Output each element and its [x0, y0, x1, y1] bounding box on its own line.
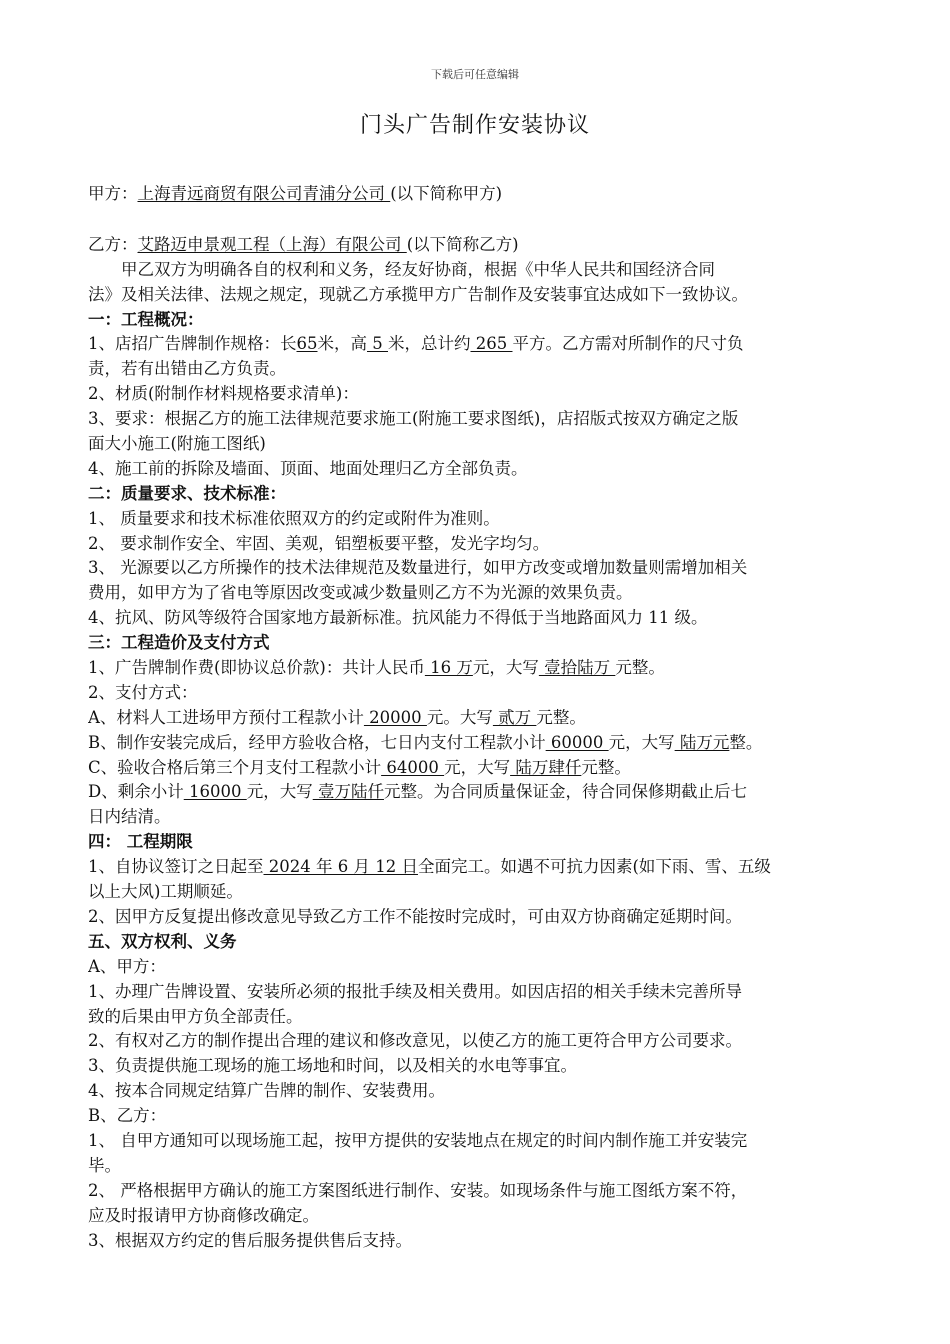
payment-c: [88, 756, 852, 781]
area-value: 265: [470, 334, 513, 354]
b-duty-1-cont: 毕。: [88, 1155, 121, 1175]
s1-item-1: [88, 332, 852, 357]
text: 整。: [729, 732, 763, 752]
text: 元整。为合同质量保证金，待合同保修期截止后七: [383, 782, 747, 802]
s3-item-2: 2、支付方式：: [88, 682, 198, 702]
s4-item-1-cont: 以上大风)工期顺延。: [88, 882, 243, 902]
party-b-prefix: 乙方：: [88, 234, 138, 254]
a-duty-2: 2、有权对乙方的制作提出合理的建议和修改意见，以使乙方的施工更符合甲方公司要求。: [88, 1031, 742, 1051]
s1-item-1-cont: 责，若有出错由乙方负责。: [88, 359, 286, 379]
party-a-suffix: (以下简称甲方): [390, 184, 503, 203]
payment-d-words: 壹万陆仟: [312, 782, 384, 802]
payment-a: [88, 706, 852, 731]
party-a-line: [88, 182, 852, 207]
s4-item-1: [88, 855, 852, 880]
section-4-heading: 四： 工程期限: [88, 832, 193, 852]
intro-line-1: 甲乙双方为明确各自的权利和义务，经友好协商，根据《中华人民共和国经济合同: [121, 259, 715, 279]
text: 米，总计约: [388, 334, 471, 354]
a-duty-4: 4、按本合同规定结算广告牌的制作、安装费用。: [88, 1081, 445, 1101]
s4-item-2: 2、因甲方反复提出修改意见导致乙方工作不能按时完成时，可由双方协商确定延期时间。: [88, 906, 742, 926]
s2-item-3-cont: 费用，如甲方为了省电等原因改变或减少数量则乙方不为光源的效果负责。: [88, 583, 633, 603]
text: 元，大写: [472, 658, 539, 678]
completion-date: 2024 年 6 月 12 日: [263, 857, 418, 877]
s2-item-1: 1、 质量要求和技术标准依照双方的约定或附件为准则。: [88, 508, 500, 528]
text: 平方。乙方需对所制作的尺寸负: [512, 334, 744, 354]
party-a-name: 上海青远商贸有限公司青浦分公司: [137, 184, 391, 203]
length-value: 65: [296, 334, 318, 354]
s1-item-3-cont: 面大小施工(附施工图纸): [88, 434, 266, 454]
a-duty-3: 3、负责提供施工现场的施工场地和时间，以及相关的水电等事宜。: [88, 1056, 577, 1076]
s3-item-1: [88, 656, 852, 681]
a-duty-1-cont: 致的后果由甲方负全部责任。: [88, 1006, 303, 1026]
section-5-heading: 五、双方权利、义务: [88, 931, 237, 951]
payment-b: [88, 731, 852, 756]
section-1-heading: 一：工程概况：: [88, 309, 204, 329]
intro-line-2: 法》及相关法律、法规之规定，现就乙方承揽甲方广告制作及安装事宜达成如下一致协议。: [88, 284, 748, 304]
payment-d-cont: 日内结清。: [88, 807, 171, 827]
text: 元整。: [536, 707, 586, 727]
payment-b-amount: 60000: [545, 732, 609, 752]
s1-item-2: 2、材质(附制作材料规格要求清单)：: [88, 384, 359, 404]
text: 1、自协议签订之日起至: [88, 857, 264, 877]
text: A、材料人工进场甲方预付工程款小计: [88, 707, 364, 727]
document-title: 门头广告制作安装协议: [359, 113, 590, 138]
s2-item-3: 3、 光源要以乙方所操作的技术法律规范及数量进行，如甲方改变或增加数量则需增加相关: [88, 558, 748, 578]
b-duty-3: 3、根据双方约定的售后服务提供售后支持。: [88, 1230, 412, 1250]
payment-a-amount: 20000: [363, 707, 427, 727]
party-b-suffix: (以下简称乙方): [406, 234, 519, 254]
party-a-prefix: 甲方：: [88, 184, 138, 203]
s1-item-3: 3、要求：根据乙方的施工法律规范要求施工(附施工要求图纸)，店招版式按双方确定之版: [88, 409, 739, 429]
payment-d: [88, 780, 852, 805]
text: C、验收合格后第三个月支付工程款小计: [88, 757, 382, 777]
text: 1、店招广告牌制作规格：长: [88, 334, 297, 354]
header-note: 下载后可任意编辑: [431, 68, 519, 81]
payment-b-words: 陆万元: [674, 732, 730, 752]
document-body: [88, 182, 852, 1253]
total-amount: 16 万: [424, 658, 473, 678]
text: 元，大写: [444, 757, 511, 777]
b-duty-2-cont: 应及时报请甲方协商修改确定。: [88, 1205, 319, 1225]
text: 元。大写: [426, 707, 493, 727]
s1-item-4: 4、施工前的拆除及墙面、顶面、地面处理归乙方全部负责。: [88, 458, 528, 478]
payment-c-words: 陆万肆仟: [510, 757, 582, 777]
b-duty-1: 1、 自甲方通知可以现场施工起，按甲方提供的安装地点在规定的时间内制作施工并安装完: [88, 1130, 748, 1150]
text: 全面完工。如遇不可抗力因素(如下雨、雪、五级: [417, 857, 771, 877]
text: 元整。: [615, 658, 665, 678]
text: 元，大写: [246, 782, 313, 802]
total-amount-words: 壹拾陆万: [538, 658, 616, 678]
text: 元整。: [581, 757, 631, 777]
text: 1、广告牌制作费(即协议总价款)：共计人民币: [88, 658, 425, 678]
text: 元，大写: [608, 732, 675, 752]
text: B、制作安装完成后，经甲方验收合格，七日内支付工程款小计: [88, 732, 546, 752]
a-duty-1: 1、办理广告牌设置、安装所必须的报批手续及相关费用。如因店招的相关手续未完善所导: [88, 981, 742, 1001]
spacer: [88, 207, 852, 233]
text: D、剩余小计: [88, 782, 184, 802]
s2-item-4: 4、抗风、防风等级符合国家地方最新标准。抗风能力不得低于当地路面风力 11 级。: [88, 608, 708, 628]
party-b-duties-heading: B、乙方：: [88, 1106, 167, 1126]
s2-item-2: 2、 要求制作安全、牢固、美观，铝塑板要平整，发光字均匀。: [88, 533, 550, 553]
height-value: 5: [367, 334, 388, 354]
party-a-duties-heading: A、甲方：: [88, 956, 166, 976]
section-2-heading: 二：质量要求、技术标准：: [88, 483, 286, 503]
payment-d-amount: 16000: [183, 782, 247, 802]
payment-a-words: 贰万: [492, 707, 537, 727]
section-3-heading: 三：工程造价及支付方式: [88, 633, 270, 653]
payment-c-amount: 64000: [381, 757, 445, 777]
party-b-name: 艾路迈申景观工程（上海）有限公司: [137, 234, 407, 254]
text: 米，高: [317, 334, 367, 354]
party-b-line: [88, 233, 852, 258]
b-duty-2: 2、 严格根据甲方确认的施工方案图纸进行制作、安装。如现场条件与施工图纸方案不符，: [88, 1180, 748, 1200]
